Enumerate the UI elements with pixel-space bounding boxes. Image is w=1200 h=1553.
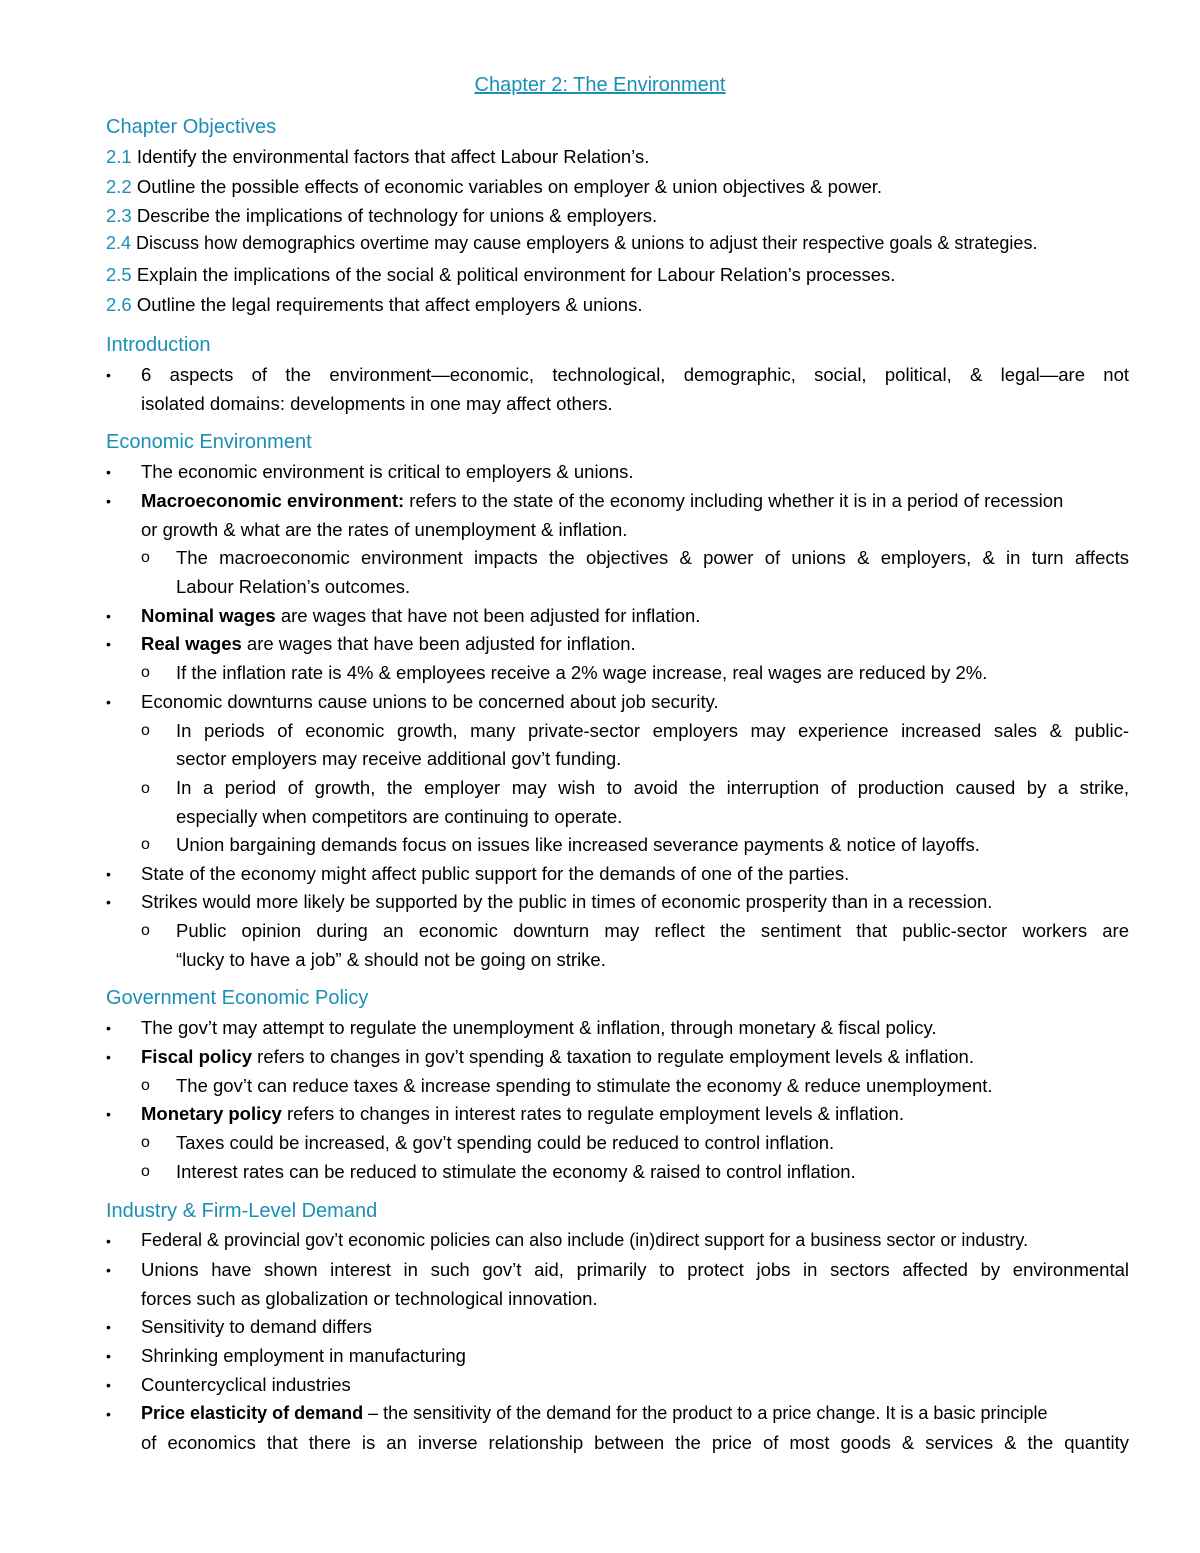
bullet: • — [106, 1262, 111, 1278]
economic-subtext: Labour Relation’s outcomes. — [176, 576, 411, 597]
sub-bullet: o — [141, 549, 150, 566]
industry-text: Shrinking employment in manufacturing — [141, 1345, 466, 1366]
term: Price elasticity of demand — [141, 1403, 364, 1423]
bullet: • — [106, 1233, 111, 1249]
bullet: • — [106, 1348, 111, 1364]
industry-text: Unions have shown interest in such gov’t aid, primarily to protect jobs in sectors affected by environmental — [141, 1259, 1129, 1280]
sub-bullet: o — [141, 1163, 150, 1180]
industry-text: of economics that there is an inverse relationship between the price of most goods & services & the quantity — [141, 1432, 1129, 1453]
industry-heading: Industry & Firm-Level Demand — [106, 1200, 378, 1222]
objective-item: 2.5 Explain the implications of the social & political environment for Labour Relation’s processes. — [106, 264, 896, 285]
objective-item: 2.6 Outline the legal requirements that affect employers & unions. — [106, 294, 643, 315]
industry-text: Countercyclical industries — [141, 1374, 351, 1395]
sub-bullet: o — [141, 1134, 150, 1151]
sub-bullet: o — [141, 722, 150, 739]
economic-subtext: especially when competitors are continuing to operate. — [176, 806, 623, 827]
intro-text: 6 aspects of the environment—economic, technological, demographic, social, political, & legal—are not — [141, 364, 1129, 385]
objective-item: 2.3 Describe the implications of technology for unions & employers. — [106, 205, 658, 226]
economic-text: Economic downturns cause unions to be concerned about job security. — [141, 691, 719, 712]
intro-text: isolated domains: developments in one may affect others. — [141, 393, 613, 414]
bullet: • — [106, 1106, 111, 1122]
bullet: • — [106, 1377, 111, 1393]
sub-bullet: o — [141, 664, 150, 681]
policy-text: Fiscal policy refers to changes in gov’t spending & taxation to regulate employment levels & inflation. — [141, 1046, 974, 1067]
sub-bullet: o — [141, 836, 150, 853]
bullet: • — [106, 694, 111, 710]
economic-subtext: If the inflation rate is 4% & employees receive a 2% wage increase, real wages are reduced by 2%. — [176, 662, 988, 683]
economic-subtext: The macroeconomic environment impacts the objectives & power of unions & employers, & in turn affects — [176, 547, 1129, 568]
economic-text: Nominal wages are wages that have not been adjusted for inflation. — [141, 605, 701, 626]
term: Real wages — [141, 633, 242, 654]
policy-subtext: The gov’t can reduce taxes & increase spending to stimulate the economy & reduce unemployment. — [176, 1075, 993, 1096]
industry-text: Sensitivity to demand differs — [141, 1316, 373, 1337]
bullet: • — [106, 1049, 111, 1065]
bullet: • — [106, 608, 111, 624]
term: Nominal wages — [141, 605, 276, 626]
economic-text: or growth & what are the rates of unemployment & inflation. — [141, 519, 628, 540]
economic-subtext: sector employers may receive additional gov’t funding. — [176, 748, 622, 769]
economic-subtext: In periods of economic growth, many private-sector employers may experience increased sales & public- — [176, 720, 1129, 741]
objectives-heading: Chapter Objectives — [106, 116, 277, 138]
economic-text: The economic environment is critical to employers & unions. — [141, 461, 634, 482]
economic-subtext: “lucky to have a job” & should not be going on strike. — [176, 949, 606, 970]
economic-text: State of the economy might affect public support for the demands of one of the parties. — [141, 863, 850, 884]
economic-text: Macroeconomic environment: refers to the state of the economy including whether it is in a period of recession — [141, 490, 1064, 511]
policy-heading: Government Economic Policy — [106, 987, 369, 1009]
bullet: • — [106, 866, 111, 882]
bullet: • — [106, 1406, 111, 1422]
policy-subtext: Interest rates can be reduced to stimulate the economy & raised to control inflation. — [176, 1161, 856, 1182]
economic-subtext: In a period of growth, the employer may wish to avoid the interruption of production caused by a strike, — [176, 777, 1129, 798]
industry-text: forces such as globalization or technological innovation. — [141, 1288, 598, 1309]
industry-text: Price elasticity of demand – the sensitivity of the demand for the product to a price change. It is a basic principle — [141, 1403, 1048, 1423]
bullet: • — [106, 894, 111, 910]
bullet: • — [106, 1020, 111, 1036]
page-title: Chapter 2: The Environment — [474, 74, 726, 96]
bullet: • — [106, 464, 111, 480]
policy-text: The gov’t may attempt to regulate the unemployment & inflation, through monetary & fiscal policy. — [141, 1017, 937, 1038]
bullet: • — [106, 1319, 111, 1335]
term: Macroeconomic environment: — [141, 490, 405, 511]
bullet: • — [106, 367, 111, 383]
objective-item: 2.1 Identify the environmental factors that affect Labour Relation’s. — [106, 146, 650, 167]
term: Monetary policy — [141, 1103, 282, 1124]
term: Fiscal policy — [141, 1046, 253, 1067]
sub-bullet: o — [141, 780, 150, 797]
economic-text: Strikes would more likely be supported by the public in times of economic prosperity than in a recession. — [141, 891, 993, 912]
policy-text: Monetary policy refers to changes in interest rates to regulate employment levels & inflation. — [141, 1103, 904, 1124]
sub-bullet: o — [141, 922, 150, 939]
economic-text: Real wages are wages that have been adjusted for inflation. — [141, 633, 636, 654]
policy-subtext: Taxes could be increased, & gov’t spending could be reduced to control inflation. — [176, 1132, 835, 1153]
economic-subtext: Public opinion during an economic downturn may reflect the sentiment that public-sector workers are — [176, 920, 1129, 941]
bullet: • — [106, 493, 111, 509]
objective-item: 2.2 Outline the possible effects of economic variables on employer & union objectives & power. — [106, 176, 883, 197]
industry-text: Federal & provincial gov’t economic policies can also include (in)direct support for a business sector or industry. — [141, 1230, 1029, 1250]
introduction-heading: Introduction — [106, 334, 211, 356]
economic-subtext: Union bargaining demands focus on issues like increased severance payments & notice of layoffs. — [176, 834, 980, 855]
economic-heading: Economic Environment — [106, 431, 312, 453]
objective-item: 2.4 Discuss how demographics overtime may cause employers & unions to adjust their respective goals & strategies. — [106, 233, 1038, 253]
sub-bullet: o — [141, 1077, 150, 1094]
bullet: • — [106, 636, 111, 652]
